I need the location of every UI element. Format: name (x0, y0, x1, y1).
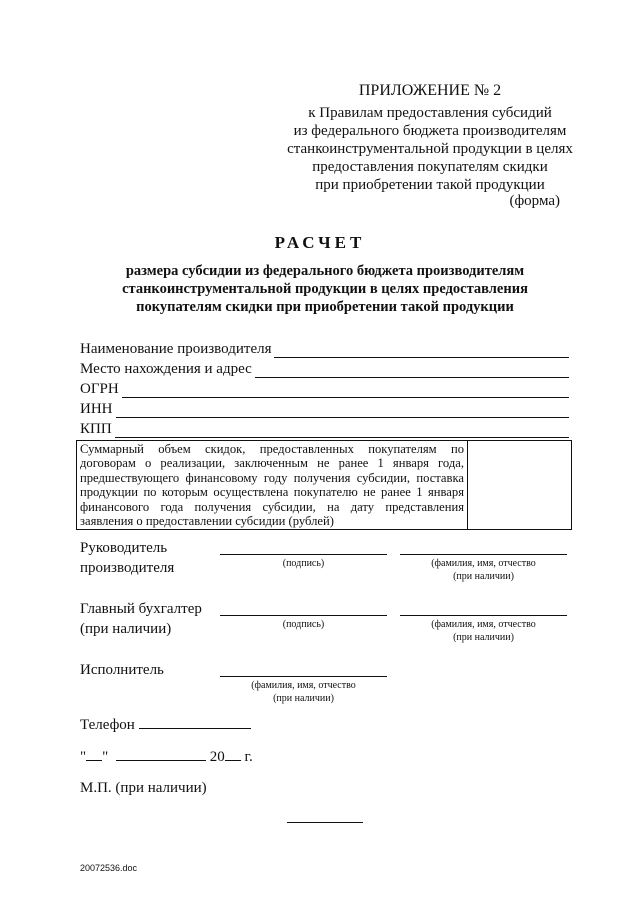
appendix-line: станкоинструментальной продукции в целях (287, 141, 573, 157)
accountant-signature-caption: (подпись) (282, 619, 325, 630)
date-quote-open: " (80, 749, 87, 765)
field-label: ИНН (80, 401, 113, 417)
month-fill-line[interactable] (116, 748, 206, 761)
document-subtitle (80, 262, 570, 316)
document-title: РАСЧЕТ (274, 233, 366, 252)
head-label (80, 538, 174, 578)
field-address[interactable] (80, 360, 569, 378)
caption-line: (при наличии) (273, 693, 334, 704)
appendix-line: к Правилам предоставления субсидий (308, 105, 552, 121)
appendix-header (270, 82, 590, 194)
field-label: ОГРН (80, 381, 119, 397)
fill-line[interactable] (122, 384, 569, 398)
caption-line: (при наличии) (453, 571, 514, 582)
phone-fill-line[interactable] (139, 716, 251, 729)
caption-line: (фамилия, имя, отчество (431, 558, 536, 569)
appendix-line: предоставления покупателям скидки (312, 159, 548, 175)
accountant-signature-line[interactable] (220, 615, 387, 616)
head-name-line[interactable] (400, 554, 567, 555)
fill-line[interactable] (116, 404, 570, 418)
summary-value-cell[interactable] (468, 441, 572, 530)
year-suffix: г. (244, 749, 253, 765)
appendix-line: из федерального бюджета производителям (293, 123, 567, 139)
summary-text-cell (77, 441, 468, 530)
field-label: КПП (80, 421, 112, 437)
accountant-name-caption (400, 618, 567, 644)
caption-line: (фамилия, имя, отчество (431, 619, 536, 630)
year-fill-line[interactable] (225, 748, 241, 761)
head-signature-caption: (подпись) (282, 558, 325, 569)
executor-name-caption (220, 679, 387, 705)
discount-summary-table (76, 440, 572, 530)
head-name-caption (400, 557, 567, 583)
document-filename: 20072536.doc (80, 863, 138, 873)
head-label-line1: Руководитель (80, 540, 168, 556)
field-label: Наименование производителя (80, 341, 272, 357)
footer-divider (287, 822, 363, 823)
caption-line: (фамилия, имя, отчество (251, 680, 356, 691)
head-signature-line[interactable] (220, 554, 387, 555)
field-kpp[interactable] (80, 420, 569, 438)
appendix-line: при приобретении такой продукции (315, 177, 545, 193)
fill-line[interactable] (274, 344, 569, 358)
field-ogrn[interactable] (80, 380, 569, 398)
summary-text: Суммарный объем скидок, предоставленных покупателям по договорам о реализации, заключенным не ранее 1 января года, предшествующего финансовому году получения субсидии, поставка продукции по которым осуществлена покупателю не ранее 1 января финансового года получения субсидии, на дату представления заявления о предоставлении субсидии (рублей) (80, 442, 464, 529)
accountant-label (80, 599, 202, 639)
date-quote-close: " (102, 749, 109, 765)
executor-label: Исполнитель (80, 662, 164, 678)
form-note: (форма) (509, 193, 560, 209)
day-fill-line[interactable] (86, 748, 102, 761)
subtitle-line: станкоинструментальной продукции в целях предоставления (122, 281, 528, 297)
subtitle-line: покупателям скидки при приобретении такой продукции (136, 299, 514, 315)
field-inn[interactable] (80, 400, 569, 418)
subtitle-line: размера субсидии из федерального бюджета производителям (125, 263, 525, 279)
accountant-label-line2: (при наличии) (80, 621, 172, 637)
appendix-title: ПРИЛОЖЕНИЕ № 2 (358, 82, 502, 99)
head-label-line2: производителя (80, 560, 175, 576)
field-label: Место нахождения и адрес (80, 361, 252, 377)
fill-line[interactable] (255, 364, 569, 378)
accountant-label-line1: Главный бухгалтер (80, 601, 202, 617)
date-row[interactable] (80, 748, 253, 766)
caption-line: (при наличии) (453, 632, 514, 643)
table-row (77, 441, 572, 530)
accountant-name-line[interactable] (400, 615, 567, 616)
phone-row[interactable] (80, 716, 251, 734)
executor-name-line[interactable] (220, 676, 387, 677)
phone-label: Телефон (80, 717, 135, 733)
stamp-label: М.П. (при наличии) (80, 780, 207, 796)
year-prefix: 20 (209, 749, 225, 765)
field-manufacturer-name[interactable] (80, 340, 569, 358)
fill-line[interactable] (115, 424, 569, 438)
